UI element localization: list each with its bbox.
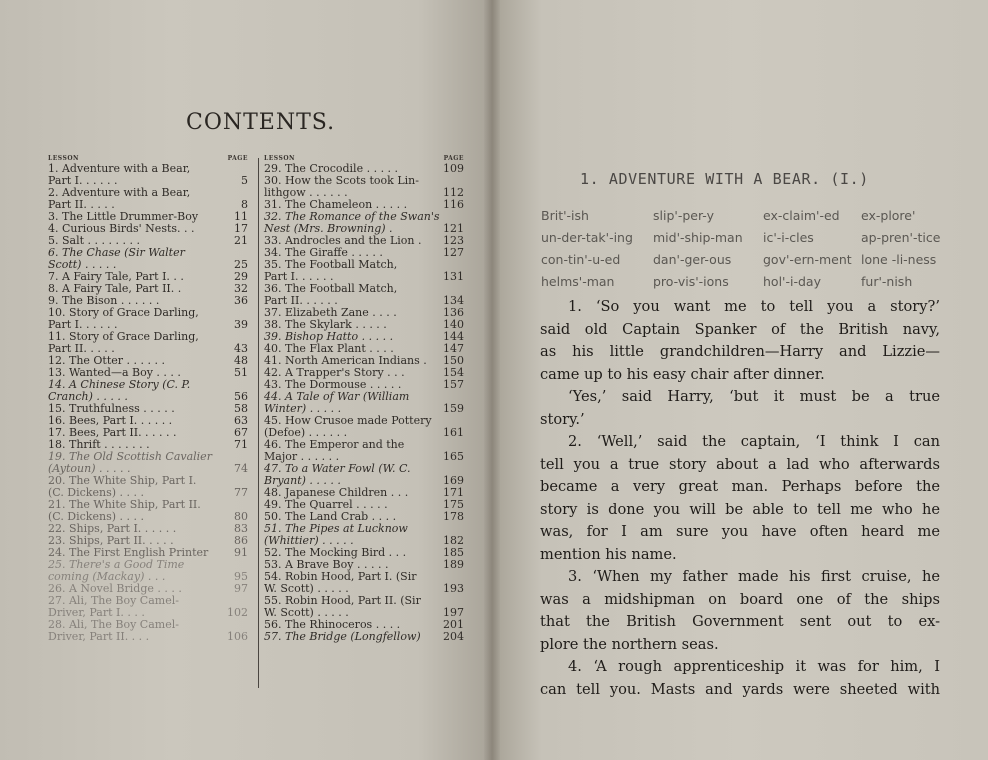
book-gutter <box>484 0 500 760</box>
text-line: plore the northern seas. <box>540 635 719 653</box>
toc-entry-page: 67 <box>234 426 248 439</box>
toc-entry-title: 20. The White Ship, Part I. (C. Dickens) . . . . <box>48 474 197 499</box>
toc-entry <box>264 259 464 283</box>
toc-entry-page: 165 <box>443 450 464 463</box>
toc-entry-title: 43. The Dormouse . . . . . <box>264 378 402 391</box>
toc-entry-title: 8. A Fairy Tale, Part II. . <box>48 282 182 295</box>
toc-entry-page: 102 <box>227 606 248 619</box>
toc-entry-page: 11 <box>234 210 248 223</box>
spelling-word: con-tin'-u-ed <box>541 252 621 267</box>
toc-entry-title: 47. To a Water Fowl (W. C. Bryant) . . . . . <box>264 462 411 487</box>
toc-entry-page: 29 <box>234 270 248 283</box>
text-line: was a midshipman on board one of the ships <box>540 590 940 608</box>
toc-entry-title: 35. The Football Match, Part I. . . . . . <box>264 258 398 283</box>
toc-entry-title: 10. Story of Grace Darling, Part I. . . . . . <box>48 306 199 331</box>
toc-entry-title: 26. A Novel Bridge . . . . <box>48 582 182 595</box>
toc-entry-page: 185 <box>443 546 464 559</box>
toc-entry-page: 91 <box>234 546 248 559</box>
text-line: became a very great man. Perhaps before the <box>540 478 940 495</box>
page-header: PAGE <box>443 155 464 162</box>
toc-entry-page: 116 <box>443 198 464 211</box>
toc-entry-title: 44. A Tale of War (William Winter) . . . . . <box>264 390 410 415</box>
toc-entry-page: 144 <box>443 330 464 343</box>
toc-entry <box>264 175 464 199</box>
toc-entry-title: 40. The Flax Plant . . . . <box>264 342 394 355</box>
toc-entry-page: 134 <box>443 294 464 307</box>
toc-entry-page: 97 <box>234 582 248 595</box>
toc-entry-page: 157 <box>443 378 464 391</box>
toc-entry <box>264 463 464 487</box>
toc-entry-page: 150 <box>443 354 464 367</box>
toc-entry-page: 175 <box>443 498 464 511</box>
toc-entry-page: 182 <box>443 534 464 547</box>
spelling-word: lone -li-ness <box>861 252 937 267</box>
toc-entry-page: 136 <box>443 306 464 319</box>
toc-entry-page: 147 <box>443 342 464 355</box>
toc-entry <box>48 451 248 475</box>
spelling-word: gov'-ern-ment <box>763 252 852 267</box>
toc-entry-page: 171 <box>443 486 464 499</box>
toc-entry-title: 41. North American Indians . <box>264 354 427 367</box>
toc-entry <box>264 211 464 235</box>
column-divider <box>258 158 259 688</box>
text-line: was, for I am sure you have often heard me <box>540 523 940 540</box>
toc-entry <box>48 595 248 619</box>
toc-entry <box>264 595 464 619</box>
text-line: can tell you. Masts and yards were sheeted with <box>540 680 940 698</box>
toc-entry <box>48 379 248 403</box>
text-line: 2. ‘Well,’ said the captain, ‘I think I can <box>568 433 940 450</box>
toc-entry-page: 95 <box>234 570 248 583</box>
spelling-word: fur'-nish <box>861 274 913 289</box>
text-line: ‘Yes,’ said Harry, ‘but it must be a true <box>568 388 940 405</box>
toc-entry-title: 37. Elizabeth Zane . . . . <box>264 306 397 319</box>
toc-entry <box>48 499 248 523</box>
toc-entry-title: 36. The Football Match, Part II. . . . . . <box>264 282 398 307</box>
toc-entry-title: 57. The Bridge (Longfellow) <box>264 630 421 643</box>
toc-entry <box>264 415 464 439</box>
spelling-word-list <box>541 205 946 293</box>
toc-entry-title: 54. Robin Hood, Part I. (Sir W. Scott) . . . . . <box>264 570 417 595</box>
toc-entry-title: 2. Adventure with a Bear, Part II. . . . . <box>48 186 191 211</box>
spelling-word: slip'-per-y <box>653 208 714 223</box>
toc-entry-page: 5 <box>241 174 248 187</box>
toc-entry-title: 29. The Crocodile . . . . . <box>264 162 399 175</box>
spelling-word: mid'-ship-man <box>653 230 743 245</box>
toc-entry <box>48 187 248 211</box>
lesson-text <box>540 296 940 701</box>
toc-entry-title: 17. Bees, Part II. . . . . . <box>48 426 177 439</box>
spelling-word: ic'-i-cles <box>763 230 814 245</box>
toc-entry-page: 154 <box>443 366 464 379</box>
text-line: story is done you will be able to tell me who he <box>540 500 940 518</box>
toc-entry-title: 51. The Pipes at Lucknow (Whittier) . . . . . <box>264 522 408 547</box>
toc-entry-title: 38. The Skylark . . . . . <box>264 318 387 331</box>
toc-entry-title: 56. The Rhinoceros . . . . <box>264 618 401 631</box>
toc-entry <box>264 439 464 463</box>
text-line: 1. ‘So you want me to tell you a story?’ <box>568 298 940 315</box>
toc-entry-title: 24. The First English Printer <box>48 546 209 559</box>
toc-entry-page: 121 <box>443 222 464 235</box>
toc-entry-title: 1. Adventure with a Bear, Part I. . . . . . <box>48 162 191 187</box>
toc-entry-page: 169 <box>443 474 464 487</box>
toc-entry <box>264 631 464 643</box>
toc-entry-title: 19. The Old Scottish Cavalier (Aytoun) . . . . . <box>48 450 212 475</box>
toc-entry-title: 48. Japanese Children . . . <box>264 486 409 499</box>
toc-entry <box>48 475 248 499</box>
toc-entry-page: 106 <box>227 630 248 643</box>
toc-entry-page: 131 <box>443 270 464 283</box>
text-line: 3. ‘When my father made his first cruise, he <box>568 568 940 585</box>
toc-entry-page: 123 <box>443 234 464 247</box>
toc-entry-page: 17 <box>234 222 248 235</box>
text-line: tell you a true story about a lad who afterwards <box>540 455 940 473</box>
toc-entry-title: 52. The Mocking Bird . . . <box>264 546 407 559</box>
toc-entry-page: 112 <box>443 186 464 199</box>
toc-entry-title: 15. Truthfulness . . . . . <box>48 402 175 415</box>
toc-entry-title: 53. A Brave Boy . . . . . <box>264 558 389 571</box>
toc-entry-title: 31. The Chameleon . . . . . <box>264 198 408 211</box>
toc-entry <box>48 331 248 355</box>
toc-entry-page: 8 <box>241 198 248 211</box>
toc-entry-page: 83 <box>234 522 248 535</box>
text-line: mention his name. <box>540 545 677 563</box>
toc-entry-page: 71 <box>234 438 248 451</box>
toc-entry-page: 56 <box>234 390 248 403</box>
toc-entry <box>48 247 248 271</box>
contents-page <box>0 0 492 760</box>
toc-entry-title: 6. The Chase (Sir Walter Scott) . . . . . <box>48 246 185 271</box>
lesson-header: LESSON <box>48 155 80 162</box>
toc-entry-title: 28. Ali, The Boy Camel- Driver, Part II. . . . <box>48 618 179 643</box>
toc-entry-page: 48 <box>234 354 248 367</box>
toc-entry-title: 7. A Fairy Tale, Part I. . . <box>48 270 184 283</box>
toc-entry-page: 32 <box>234 282 248 295</box>
toc-entry-page: 77 <box>234 486 248 499</box>
toc-entry-title: 55. Robin Hood, Part II. (Sir W. Scott) . . . . . <box>264 594 421 619</box>
toc-entry-page: 204 <box>443 630 464 643</box>
toc-entry-page: 178 <box>443 510 464 523</box>
toc-entry-title: 12. The Otter . . . . . . <box>48 354 166 367</box>
spelling-word: helms'-man <box>541 274 615 289</box>
toc-entry-page: 127 <box>443 246 464 259</box>
text-line: as his little grandchildren—Harry and Lizzie— <box>540 343 940 360</box>
toc-entry-page: 109 <box>443 162 464 175</box>
toc-entry-page: 80 <box>234 510 248 523</box>
toc-entry-page: 58 <box>234 402 248 415</box>
toc-entry-page: 161 <box>443 426 464 439</box>
toc-column-right <box>264 155 464 643</box>
toc-entry-title: 13. Wanted—a Boy . . . . <box>48 366 181 379</box>
spelling-word: un-der-tak'-ing <box>541 230 633 245</box>
toc-entry-title: 45. How Crusoe made Pottery (Defoe) . . . . . . <box>264 414 432 439</box>
toc-entry-page: 159 <box>443 402 464 415</box>
toc-entry <box>48 163 248 187</box>
toc-entry-title: 4. Curious Birds' Nests. . . <box>48 222 195 235</box>
toc-entry-title: 30. How the Scots took Lin- lithgow . . . . . . <box>264 174 419 199</box>
toc-entry-title: 27. Ali, The Boy Camel- Driver, Part I. . . . <box>48 594 179 619</box>
toc-entry-page: 193 <box>443 582 464 595</box>
spelling-word: ex-claim'-ed <box>763 208 840 223</box>
toc-entry <box>48 307 248 331</box>
spelling-word: pro-vis'-ions <box>653 274 729 289</box>
toc-entry-page: 36 <box>234 294 248 307</box>
toc-entry-page: 51 <box>234 366 248 379</box>
toc-entry-page: 39 <box>234 318 248 331</box>
text-line: story.’ <box>540 410 585 428</box>
toc-entry-page: 63 <box>234 414 248 427</box>
toc-entry-title: 18. Thrift . . . . . . . <box>48 438 150 451</box>
toc-entry-title: 21. The White Ship, Part II. (C. Dickens) . . . . <box>48 498 201 523</box>
toc-entry-page: 43 <box>234 342 248 355</box>
page-header: PAGE <box>227 155 248 162</box>
toc-entry-title: 42. A Trapper's Story . . . <box>264 366 405 379</box>
toc-entry-page: 74 <box>234 462 248 475</box>
spelling-word: hol'-i-day <box>763 274 821 289</box>
toc-entry-page: 189 <box>443 558 464 571</box>
toc-entry-title: 23. Ships, Part II. . . . . <box>48 534 174 547</box>
toc-entry-page: 201 <box>443 618 464 631</box>
toc-entry <box>264 283 464 307</box>
spelling-word: dan'-ger-ous <box>653 252 732 267</box>
toc-entry-title: 11. Story of Grace Darling, Part II. . . . . <box>48 330 199 355</box>
spelling-word: ap-pren'-tice <box>861 230 941 245</box>
text-line: came up to his easy chair after dinner. <box>540 365 825 383</box>
toc-entry-title: 33. Androcles and the Lion . <box>264 234 422 247</box>
toc-entry-page: 140 <box>443 318 464 331</box>
lesson-header: LESSON <box>264 155 296 162</box>
toc-entry-title: 32. The Romance of the Swan's Nest (Mrs. Browning) . <box>264 210 440 235</box>
toc-entry-title: 22. Ships, Part I. . . . . . <box>48 522 177 535</box>
spelling-word: ex-plore' <box>861 208 916 223</box>
toc-entry-page: 86 <box>234 534 248 547</box>
toc-entry-title: 46. The Emperor and the Major . . . . . . <box>264 438 405 463</box>
toc-entry-title: 34. The Giraffe . . . . . <box>264 246 383 259</box>
toc-entry-title: 25. There's a Good Time coming (Mackay) . . . <box>48 558 185 583</box>
text-line: said old Captain Spanker of the British navy, <box>540 320 940 338</box>
toc-entry <box>264 523 464 547</box>
toc-entry-title: 5. Salt . . . . . . . . <box>48 234 140 247</box>
toc-entry-title: 50. The Land Crab . . . . <box>264 510 397 523</box>
contents-title: CONTENTS. <box>186 110 336 135</box>
toc-entry-page: 25 <box>234 258 248 271</box>
toc-entry-title: 16. Bees, Part I. . . . . . <box>48 414 173 427</box>
toc-entry-title: 14. A Chinese Story (C. P. Cranch) . . . . . <box>48 378 191 403</box>
toc-entry-title: 3. The Little Drummer-Boy <box>48 210 199 223</box>
toc-entry <box>264 571 464 595</box>
toc-entry-title: 39. Bishop Hatto . . . . . <box>264 330 394 343</box>
text-line: that the British Government sent out to ex- <box>540 613 940 630</box>
toc-entry-page: 197 <box>443 606 464 619</box>
toc-column-left <box>48 155 248 643</box>
toc-entry <box>48 619 248 643</box>
lesson-title: 1. ADVENTURE WITH A BEAR. (I.) <box>580 170 869 188</box>
toc-entry <box>264 391 464 415</box>
toc-entry-title: 49. The Quarrel . . . . . <box>264 498 388 511</box>
toc-entry-page: 21 <box>234 234 248 247</box>
spelling-word: Brit'-ish <box>541 208 589 223</box>
toc-entry <box>48 559 248 583</box>
toc-entry-title: 9. The Bison . . . . . . <box>48 294 160 307</box>
text-line: 4. ‘A rough apprenticeship it was for him, I <box>568 658 940 675</box>
